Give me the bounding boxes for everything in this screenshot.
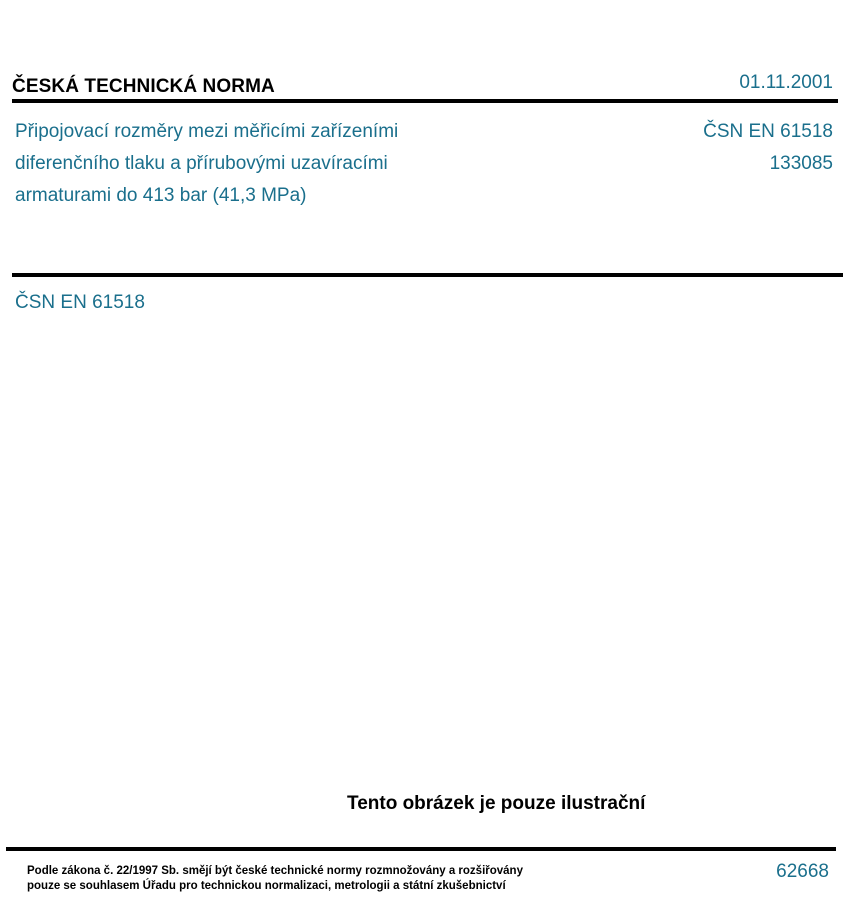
standard-title	[15, 116, 485, 212]
title-line: diferenčního tlaku a přírubovými uzavíracími	[15, 153, 388, 174]
title-line: Připojovací rozměry mezi měřicími zařízeními	[15, 121, 399, 142]
issue-date: 01.11.2001	[739, 72, 833, 93]
header-divider	[12, 99, 838, 103]
illustration-note: Tento obrázek je pouze ilustrační	[347, 793, 646, 814]
title-divider	[12, 273, 843, 277]
title-line: armaturami do 413 bar (41,3 MPa)	[15, 185, 307, 206]
footer-divider	[6, 847, 836, 851]
class-number: 133085	[769, 153, 833, 174]
legal-line: pouze se souhlasem Úřadu pro technickou normalizaci, metrologii a státní zkušebnictví	[27, 880, 506, 892]
document-type-heading: ČESKÁ TECHNICKÁ NORMA	[12, 76, 275, 97]
standard-designation: ČSN EN 61518	[703, 121, 833, 142]
document-code: 62668	[776, 861, 829, 882]
legal-note	[27, 864, 523, 894]
standard-identifiers	[703, 116, 833, 180]
standard-designation-repeat: ČSN EN 61518	[15, 292, 145, 313]
legal-line: Podle zákona č. 22/1997 Sb. smějí být české technické normy rozmnožovány a rozšiřovány	[27, 865, 523, 877]
